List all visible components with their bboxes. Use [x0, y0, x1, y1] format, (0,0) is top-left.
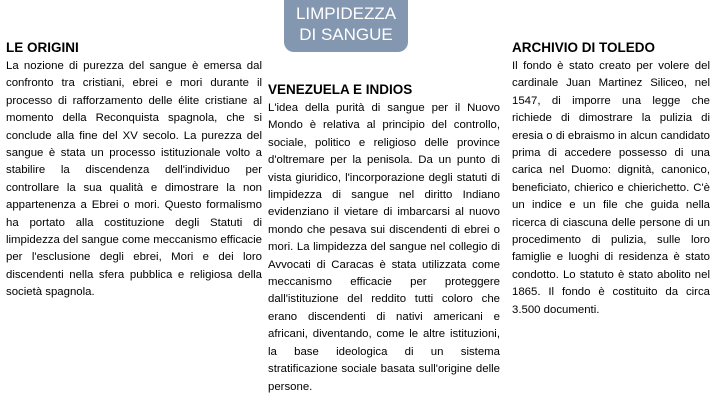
middle-column-heading: VENEZUELA E INDIOS — [268, 82, 413, 97]
middle-column-text: L'idea della purità di sangue per il Nuovo Mondo è relativa al principio del controllo, sociale, politico e religioso delle province d'oltremare per la penisola. Da un punto di vista giuridico, l'incorporazione degli statuti di limpidezza di sangue nel diritto Indiano evidenziano il vietare di imbarcarsi al nuovo mondo che pesava sui discendenti di ebrei o mori. La limpidezza del sangue nel collegio di Avvocati di Caracas è stata utilizzata come meccanismo efficacie per proteggere dall'istituzione del reddito tutti coloro che erano discendenti di nativi americani e africani, diventando, come le altre istituzioni, la base ideologica di un sistema stratificazione sociale basata sull'origine delle persone. — [268, 102, 500, 393]
right-column-text: Il fondo è stato creato per volere del cardinale Juan Martinez Siliceo, nel 1547, di imporre una legge che richiede di dimostrare la pulizia di eresia o di ebraismo in alcun candidato prima di accedere possesso di una carica nel Duomo: dignità, canonico, beneficiato, chierico e chierichetto. C'è un indice e un file che guida nella ricerca di ciascuna delle persone di un procedimento di pulizia, sulle loro famiglie e luoghi di residenza è stato condotto. Lo statuto è stato abolito nel 1865. Il fondo è costituito da circa 3.500 documenti. — [512, 60, 710, 316]
title-line-1: LIMPIDEZZA — [295, 4, 397, 23]
title-line-2: DI SANGUE — [299, 25, 393, 44]
left-column-text: La nozione di purezza del sangue è emersa dal confronto tra cristiani, ebrei e mori durante il processo di rafforzamento delle élite cristiane al momento della Reconquista spagnola, che si conclude alla fine del XV secolo. La purezza del sangue è stata un processo istituzionale volto a stabilire la discendenza dell'individuo per controllare la sua qualità e dimostrare la non appartenenza a Ebrei o mori. Questo formalismo ha portato alla costituzione degli Statuti di limpidezza del sangue come meccanismo efficacie per l'esclusione degli ebrei, Mori e dei loro discendenti nella sfera pubblica e religiosa della società spagnola. — [6, 60, 262, 299]
left-column-heading: LE ORIGINI — [6, 40, 79, 55]
title-banner — [284, 0, 408, 52]
right-column-heading: ARCHIVIO DI TOLEDO — [512, 40, 656, 55]
